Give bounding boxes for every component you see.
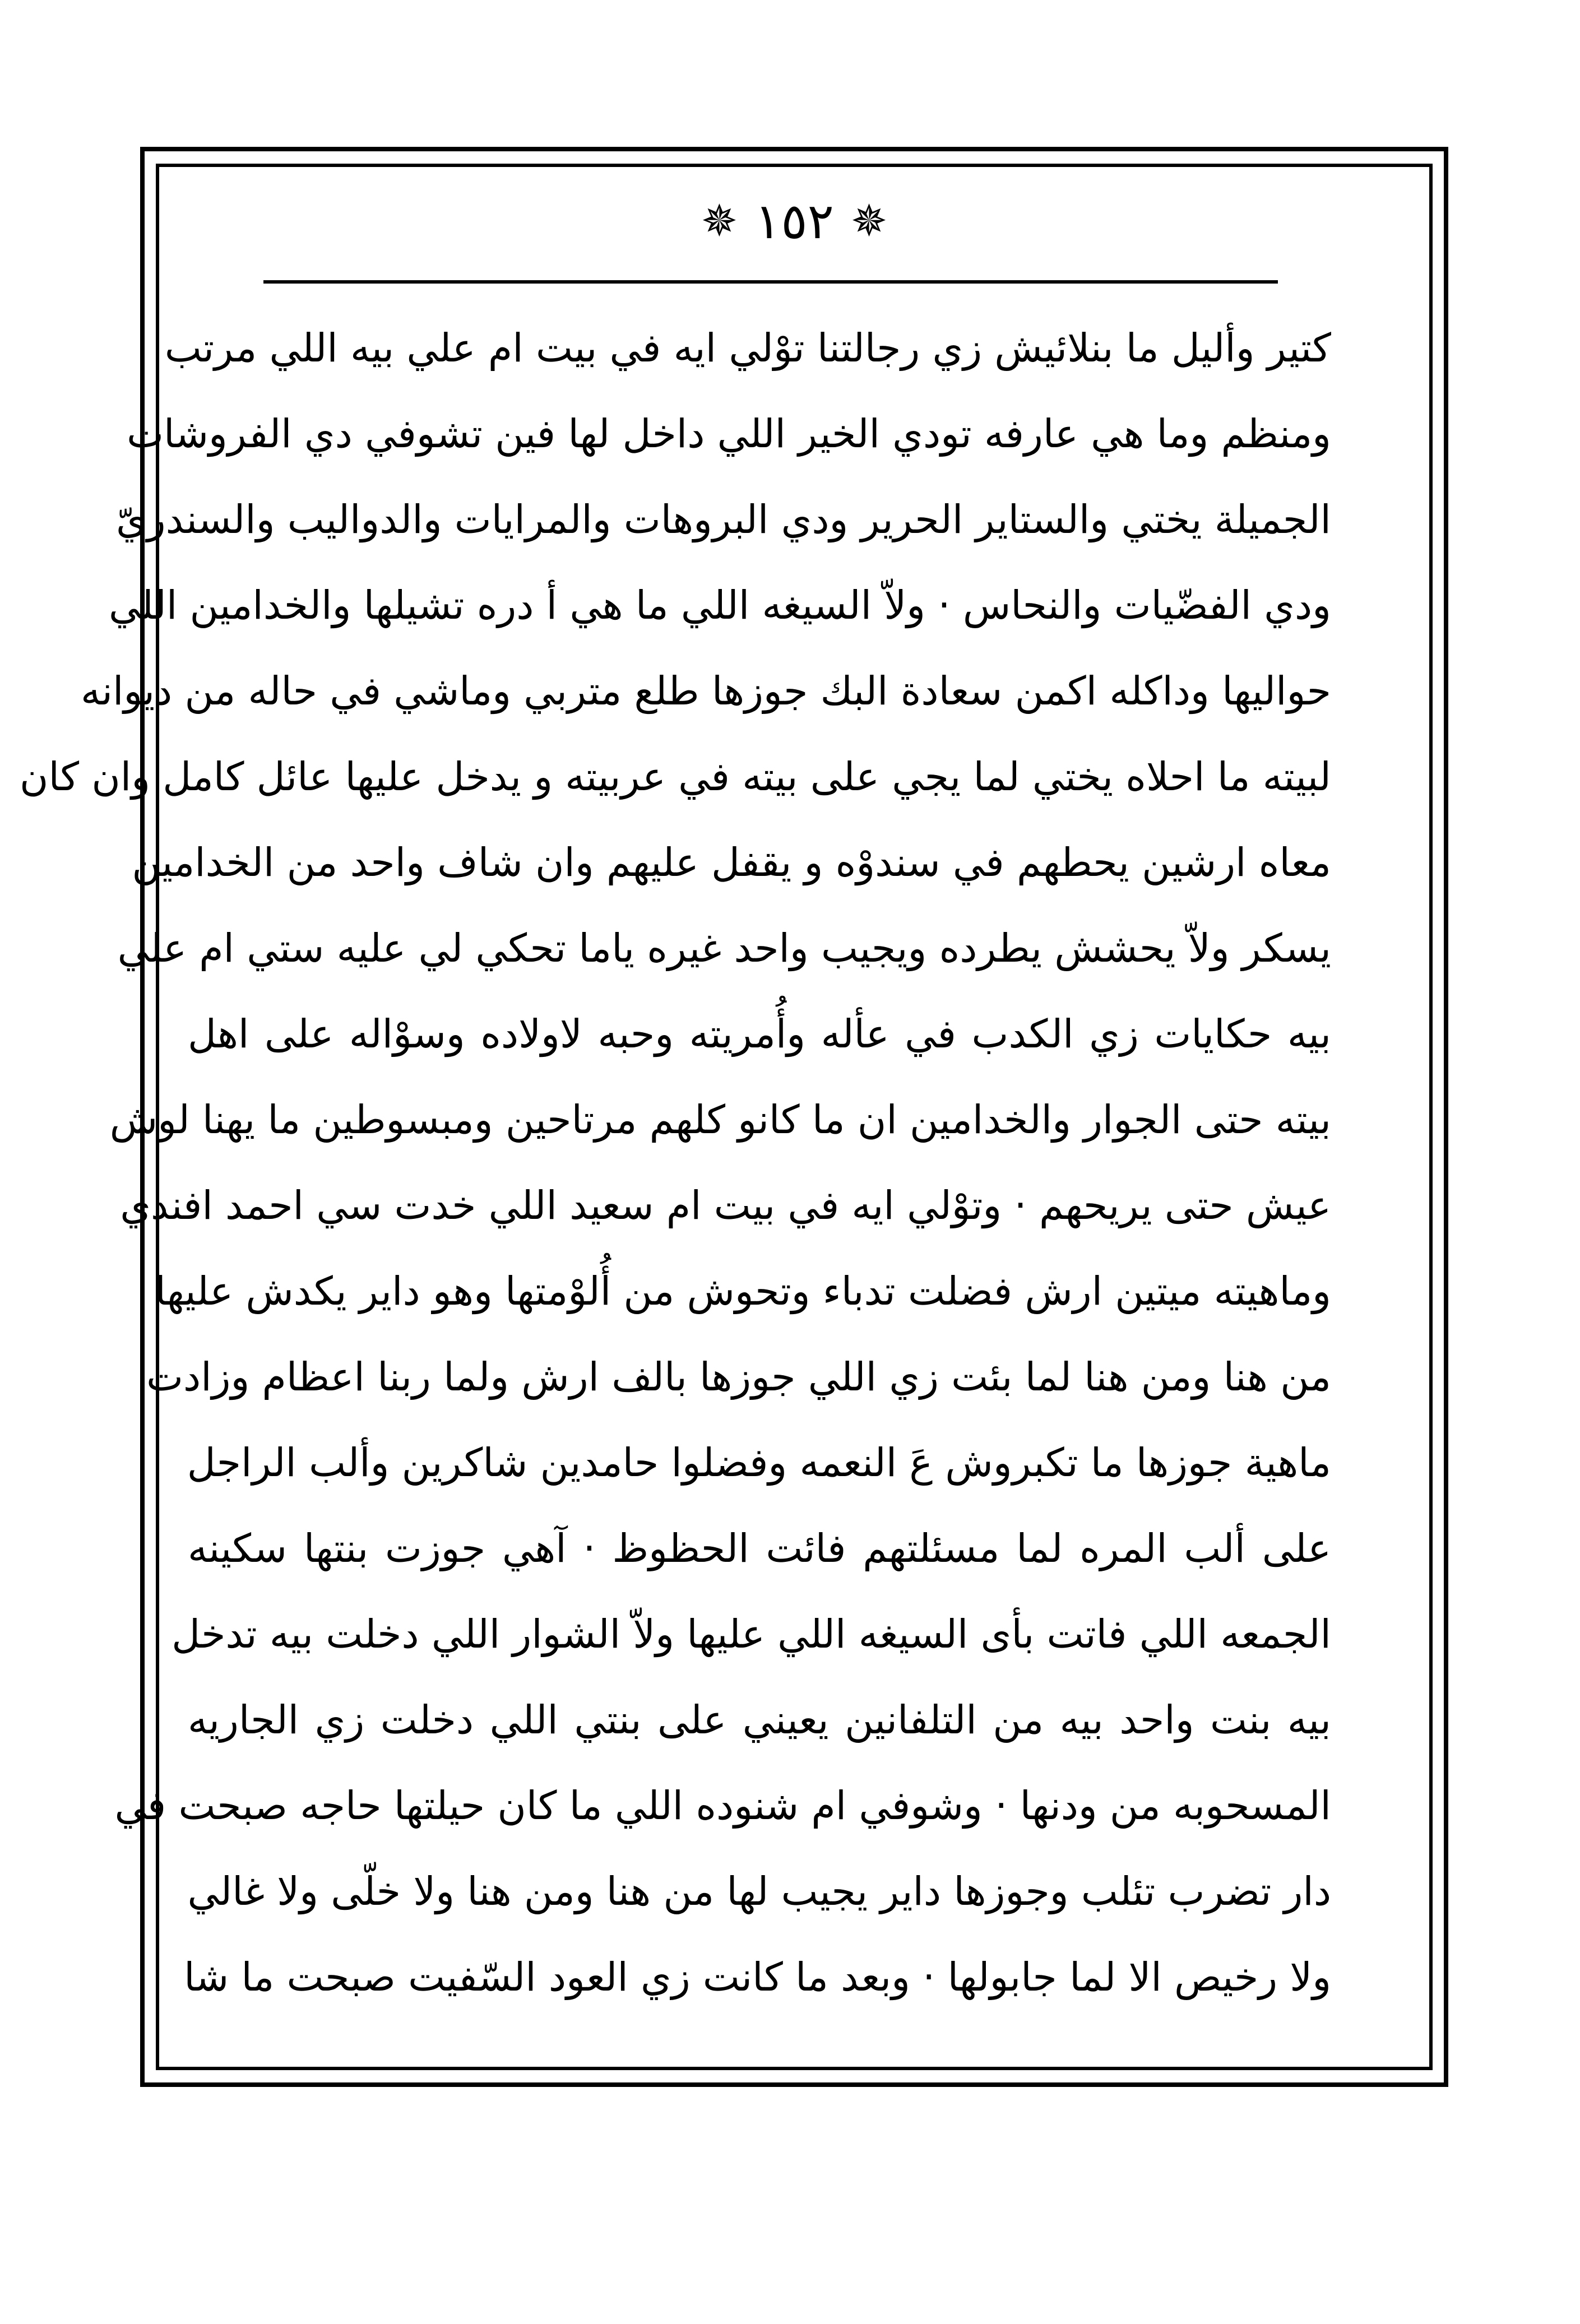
text-line: دار تضرب تئلب وجوزها داير يجيب لها من هنا ومن هنا ولا خلّى ولا غالي [187,1868,1331,1914]
text-line: ماهية جوزها ما تكبروش عَ النعمه وفضلوا حامدين شاكرين وألب الراجل [187,1440,1331,1486]
text-line: بيته حتى الجوار والخدامين ان ما كانو كلهم مرتاحين ومبسوطين ما يهنا لوش [109,1097,1331,1143]
ornament-right-icon: ✵ [850,196,888,247]
text-line: الجمعه اللي فاتت بأى السيغه اللي عليها ولاّ الشوار اللي دخلت بيه تدخل [172,1611,1331,1657]
text-line: وماهيته ميتين ارش فضلت تدباء وتحوش من أُلوْمتها وهو داير يكدش عليها [155,1268,1331,1314]
text-line: كتير وأليل ما بنلائيش زي رجالتنا توْلي ايه في بيت ام علي بيه اللي مرتب [164,325,1331,371]
text-line: يسكر ولاّ يحشش يطرده ويجيب واحد غيره ياما تحكي لي عليه ستي ام علي [117,925,1331,971]
text-line: حواليها وداكله اكمن سعادة البك جوزها طلع متربي وماشي في حاله من ديوانه [80,668,1331,714]
text-line: على ألب المره لما مسئلتهم فائت الحظوظ · آهي جوزت بنتها سكينه [188,1525,1331,1571]
ornament-left-icon: ✵ [701,196,738,247]
page-number-group [701,192,888,250]
text-line: ودي الفضّيات والنحاس · ولاّ السيغه اللي ما هي أ دره تشيلها والخدامين اللي [108,582,1331,628]
text-line: لبيته ما احلاه يختي لما يجي على بيته في عربيته و يدخل عليها عائل كامل وان كان [20,754,1331,800]
text-line: الجميلة يختي والستاير الحرير ودي البروهات والمرايات والدواليب والسندريّ [116,497,1331,542]
text-line: المسحوبه من ودنها · وشوفي ام شنوده اللي ما كان حيلتها حاجه صبحت في [114,1783,1331,1829]
text-line: ومنظم وما هي عارفه تودي الخير اللي داخل لها فين تشوفي دي الفروشات [127,411,1331,457]
text-line: عيش حتى يريحهم · وتوْلي ايه في بيت ام سعيد اللي خدت سي احمد افندي [120,1182,1331,1228]
page-text [20,305,1331,2043]
page-header [168,179,1420,263]
text-line: بيه حكايات زي الكدب في عأله وأُمريته وحبه لاولاده وسوْاله على اهل [188,1011,1331,1057]
text-line: معاه ارشين يحطهم في سندوْه و يقفل عليهم وان شاف واحد من الخدامين [132,839,1331,885]
header-rule [263,280,1278,284]
text-line: ولا رخيص الا لما جابولها · وبعد ما كانت زي العود السّفيت صبحت ما شا [184,1954,1331,2000]
page-number: ١٥٢ [754,192,834,250]
text-line: من هنا ومن هنا لما بئت زي اللي جوزها بالف ارش ولما ربنا اعظام وزادت [146,1354,1331,1400]
text-line: بيه بنت واحد بيه من التلفانين يعيني على بنتي اللي دخلت زي الجاريه [188,1697,1331,1743]
